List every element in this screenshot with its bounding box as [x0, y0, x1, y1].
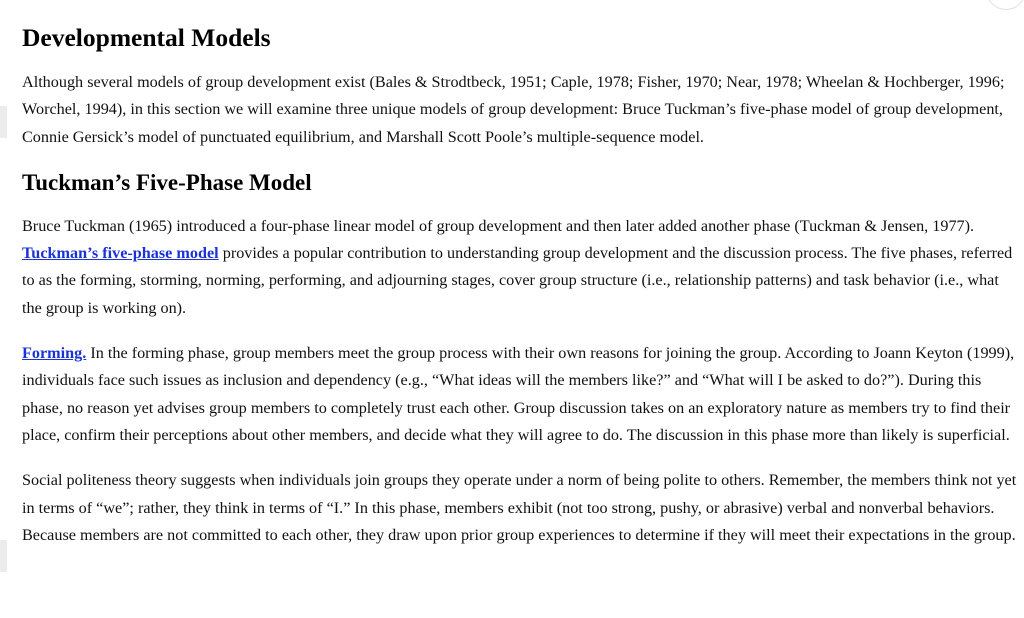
article-content	[22, 0, 1018, 549]
forming-link[interactable]: Forming.	[22, 344, 87, 363]
tuckman-text-before-link: Bruce Tuckman (1965) introduced a four-phase linear model of group development and then later added another phase (Tuckman & Jensen, 1977).	[22, 216, 975, 235]
paragraph-tuckman	[22, 213, 1018, 322]
paragraph-forming	[22, 340, 1018, 449]
tuckman-text-after-link: provides a popular contribution to understanding group development and the discussion process. The five phases, referred to as the forming, storming, norming, performing, and adjourning stages, cover group structure (i.e., relationship patterns) and task behavior (i.e., what the group is working on).	[22, 244, 1013, 317]
heading-tuckman-model: Tuckman’s Five-Phase Model	[22, 169, 312, 195]
paragraph-intro: Although several models of group development exist (Bales & Strodtbeck, 1951; Caple, 1978; Fisher, 1970; Near, 1978; Wheelan & Hochberger, 1996; Worchel, 1994), in this section we will examine three unique models of group development: Bruce Tuckman’s five-phase model of group development, Connie Gersick’s model of punctuated equilibrium, and Marshall Scott Poole’s multiple-sequence model.	[22, 73, 1005, 146]
heading-developmental-models: Developmental Models	[22, 23, 271, 52]
left-edge-marker	[0, 540, 7, 572]
left-edge-marker	[0, 106, 7, 138]
forming-text: In the forming phase, group members meet the group process with their own reasons for joining the group. According to Joann Keyton (1999), individuals face such issues as inclusion and dependency (e.g., “What ideas will the members like?” and “What will I be asked to do?”). During this phase, no reason yet advises group members to completely trust each other. Group discussion takes on an exploratory nature as members try to find their place, confirm their perceptions about other members, and decide what they will agree to do. The discussion in this phase more than likely is superficial.	[22, 344, 1015, 444]
paragraph-politeness: Social politeness theory suggests when individuals join groups they operate under a norm of being polite to others. Remember, the members think not yet in terms of “we”; rather, they think in terms of “I.” In this phase, members exhibit (not too strong, pushy, or abrasive) verbal and nonverbal behaviors. Because members are not committed to each other, they draw upon prior group experiences to determine if they will meet their expectations in the group.	[22, 471, 1017, 544]
tuckman-model-link[interactable]: Tuckman’s five-phase model	[22, 244, 219, 263]
